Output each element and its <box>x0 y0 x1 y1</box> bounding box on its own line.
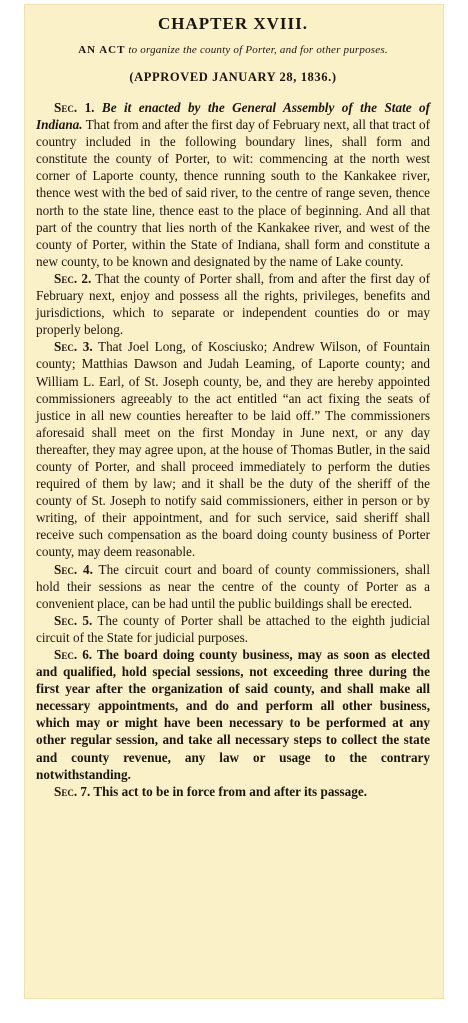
section-5 <box>36 612 430 646</box>
section-label: Sec. 1. <box>54 100 95 115</box>
act-title <box>36 44 430 56</box>
chapter-title: CHAPTER XVIII. <box>157 14 309 33</box>
document-body <box>24 4 444 800</box>
section-label: Sec. 2. <box>54 270 92 286</box>
enacting-clause: Be it enacted by the General Assembly of the State of Indiana. <box>36 100 431 133</box>
section-6 <box>36 646 430 783</box>
section-2 <box>36 270 430 338</box>
section-text: The county of Porter shall be attached to the eighth judicial circuit of the State for judicial purposes. <box>36 612 430 645</box>
section-text: The circuit court and board of county commissioners, shall hold their sessions as near the centre of the county of Porter as a convenient place, can be had until the public buildings shall be erected. <box>36 561 430 611</box>
approval-date: (APPROVED JANUARY 28, 1836.) <box>129 70 337 84</box>
document-page <box>24 4 444 999</box>
section-label: Sec. 5. <box>54 612 93 628</box>
section-text: That the county of Porter shall, from and after the first day of February next, enjoy and possess all the rights, privileges, benefits and jurisdictions, which to separate or independent counties do or may properly belong. <box>36 270 431 338</box>
act-title-text: to organize the county of Porter, and for other purposes. <box>128 44 388 56</box>
section-text: This act to be in force from and after its passage. <box>93 783 368 799</box>
section-1 <box>36 99 430 270</box>
section-label: Sec. 7. <box>54 783 91 799</box>
act-prefix: AN ACT <box>78 44 126 56</box>
section-4 <box>36 561 430 612</box>
section-3 <box>36 338 430 560</box>
section-text: That from and after the first day of February next, all that tract of country included in the following boundary lines, shall form and constitute the county of Porter, to wit: commencing at the north west corner of Laporte county, thence running south to the Kankakee river, thence west with the bed of said river, to the centre of range seven, thence north to the state line, thence east to the place of beginning. And all that part of the country that lies north of the Kankakee river, and west of the county of Porter, within the State of Indiana, shall form and constitute a new county, to be known and designated by the name of Lake county. <box>36 117 430 269</box>
section-label: Sec. 6. <box>54 647 93 662</box>
section-label: Sec. 4. <box>54 561 93 577</box>
section-7 <box>36 783 430 800</box>
section-label: Sec. 3. <box>54 339 93 355</box>
section-text: The board doing county business, may as soon as elected and qualified, hold special sessions, not exceeding three during the first year after the organization of said county, and shall make all necessary appointments, and do and perform all other business, which may or might have been necessary to be performed at any other regular session, and take all necessary steps to collect the state and county revenue, any law or usage to the contrary notwithstanding. <box>36 647 431 782</box>
section-text: That Joel Long, of Kosciusko; Andrew Wilson, of Fountain county; Matthias Dawson and Judah Leaming, of Laporte county; and William L. Earl, of St. Joseph county, be, and they are hereby appointed commissioners agreeably to the act entitled “an act fixing the seats of justice in all new counties hereafter to be laid off.” The commissioners aforesaid shall meet on the first Monday in June next, or any day thereafter, they may agree upon, at the house of Thomas Butler, in the said county of Porter, and shall proceed immediately to perform the duties required of them by law; and it shall be the duty of the sheriff of the county of St. Joseph to notify said commissioners, either in person or by writing, of their appointment, and for such service, said sheriff shall receive such compensation as the board doing county business of Porter county, may deem reasonable. <box>36 339 431 560</box>
